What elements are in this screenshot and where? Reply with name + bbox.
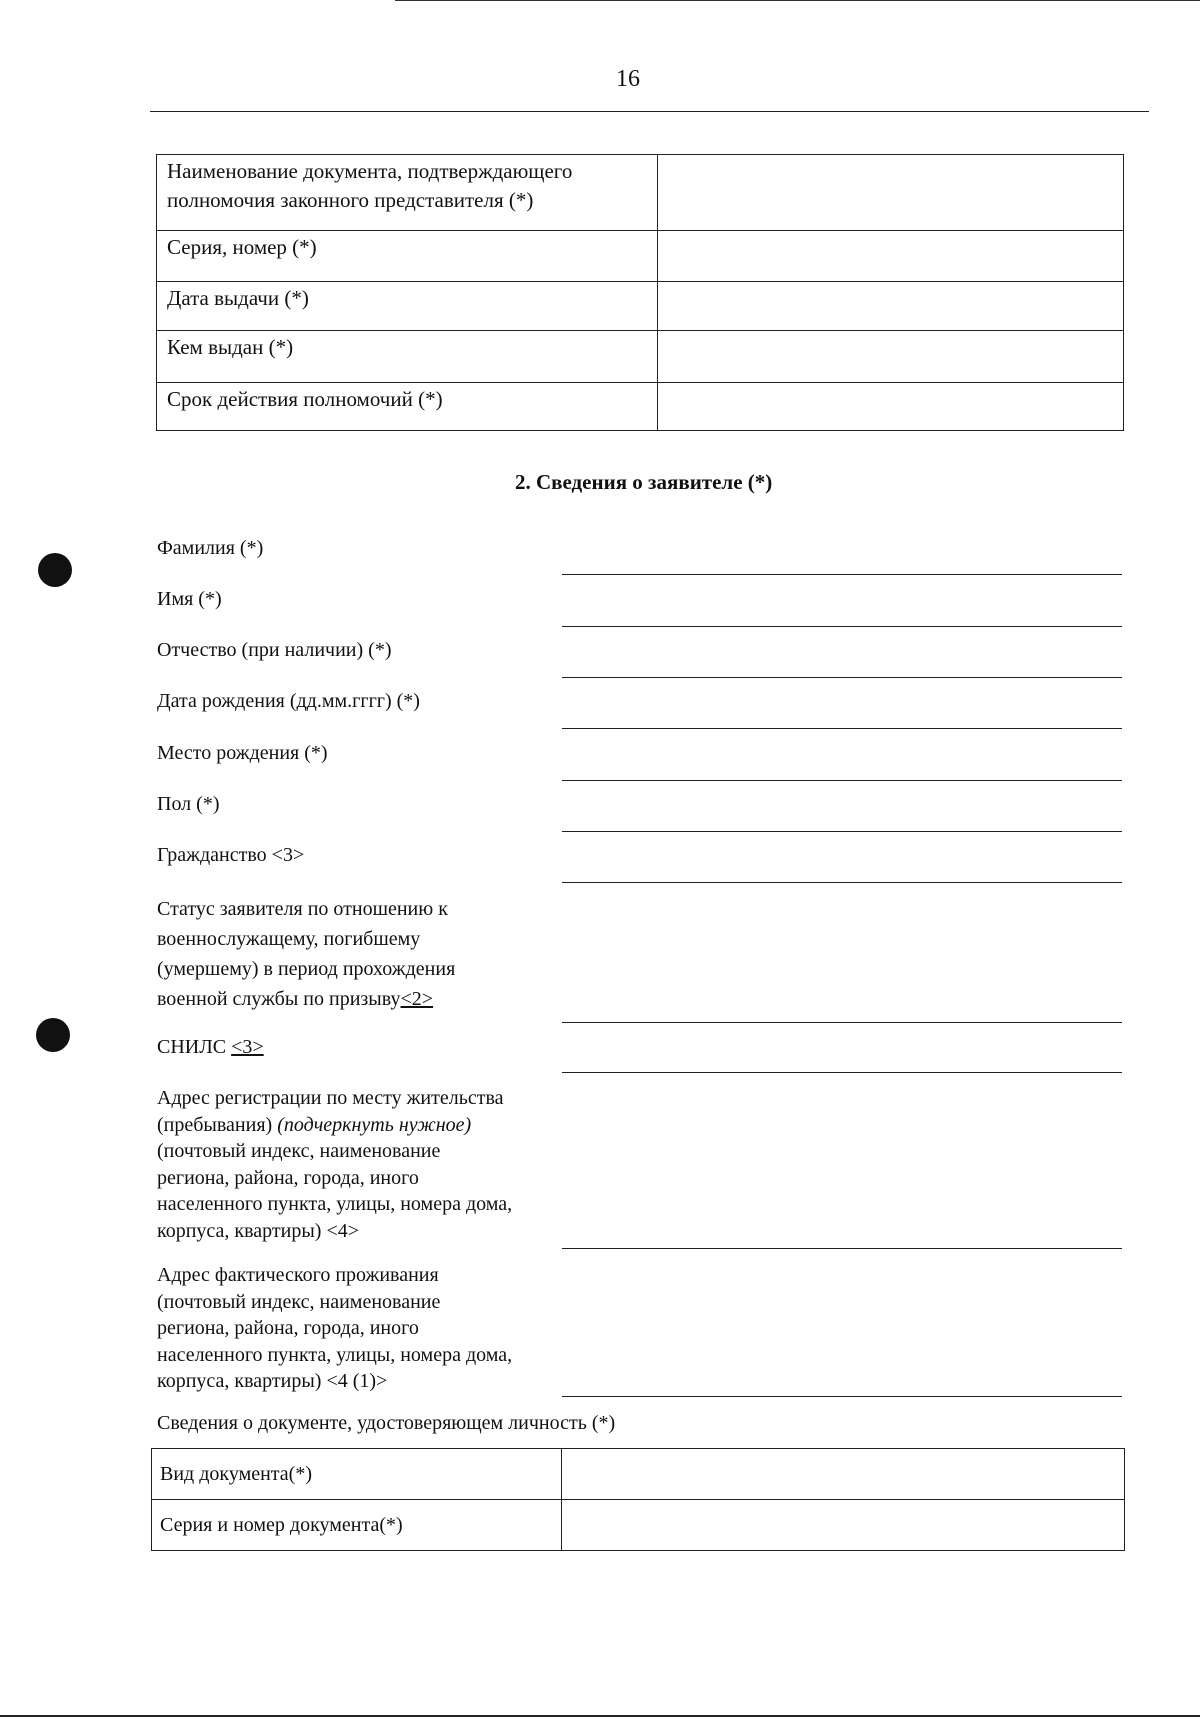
birth-place-label: Место рождения (*)	[157, 742, 328, 764]
address-line	[157, 1112, 512, 1139]
top-edge-line	[395, 0, 1200, 1]
identity-doc-title: Сведения о документе, удостоверяющем личность (*)	[157, 1412, 616, 1434]
patronymic-field[interactable]	[562, 677, 1122, 678]
surname-field[interactable]	[562, 574, 1122, 575]
table-row	[157, 383, 1124, 431]
status-line: военнослужащему, погибшему	[157, 928, 421, 950]
address-line: корпуса, квартиры) <4 (1)>	[157, 1370, 388, 1392]
citizenship-field[interactable]	[562, 882, 1122, 883]
punch-hole-mark	[38, 553, 72, 587]
row-label: Наименование документа, подтверждающего полномочия законного представителя (*)	[157, 155, 658, 231]
underline-instruction: (подчеркнуть нужное)	[277, 1113, 472, 1136]
section-title: 2. Сведения о заявителе (*)	[515, 470, 773, 494]
row-value-cell[interactable]	[658, 282, 1124, 331]
address-line: населенного пункта, улицы, номера дома,	[157, 1343, 513, 1366]
address-line: (почтовый индекс, наименование	[157, 1290, 441, 1313]
address-line: региона, района, города, иного	[157, 1166, 419, 1189]
punch-hole-mark	[36, 1018, 70, 1052]
table-row	[157, 282, 1124, 331]
table-row	[152, 1500, 1125, 1551]
status-line: Статус заявителя по отношению к	[157, 898, 448, 920]
birth-place-field[interactable]	[562, 780, 1122, 781]
actual-address-label	[157, 1262, 512, 1395]
representative-document-table	[156, 154, 1124, 431]
address-line: населенного пункта, улицы, номера дома,	[157, 1193, 513, 1215]
row-value-cell[interactable]	[562, 1449, 1125, 1500]
name-field[interactable]	[562, 626, 1122, 627]
bottom-edge-line	[0, 1715, 1200, 1717]
status-line	[157, 984, 455, 1014]
citizenship-label: Гражданство <3>	[157, 844, 305, 866]
applicant-status-field[interactable]	[562, 1022, 1122, 1023]
birth-date-field[interactable]	[562, 728, 1122, 729]
patronymic-label: Отчество (при наличии) (*)	[157, 639, 392, 661]
snils-field[interactable]	[562, 1072, 1122, 1073]
row-value-cell[interactable]	[658, 231, 1124, 282]
row-value-cell[interactable]	[562, 1500, 1125, 1551]
address-line: (почтовый индекс, наименование	[157, 1140, 441, 1162]
applicant-status-label	[157, 894, 455, 1014]
row-label: Серия, номер (*)	[157, 231, 658, 282]
name-label: Имя (*)	[157, 588, 222, 610]
address-text: (пребывания)	[157, 1113, 273, 1136]
table-row	[157, 155, 1124, 231]
address-line: Адрес фактического проживания	[157, 1264, 439, 1286]
table-row	[152, 1449, 1125, 1500]
address-line: региона, района, города, иного	[157, 1317, 419, 1339]
row-label: Серия и номер документа(*)	[152, 1500, 562, 1551]
sex-field[interactable]	[562, 831, 1122, 832]
footnote-ref: <3>	[231, 1036, 264, 1058]
row-value-cell[interactable]	[658, 383, 1124, 431]
header-rule	[150, 111, 1149, 112]
row-label: Вид документа(*)	[152, 1449, 562, 1500]
snils-text: СНИЛС	[157, 1036, 227, 1058]
footnote-ref: <2>	[400, 988, 434, 1010]
registration-address-label	[157, 1085, 512, 1244]
table-row	[157, 331, 1124, 383]
actual-address-field[interactable]	[562, 1396, 1122, 1397]
row-label: Срок действия полномочий (*)	[157, 383, 658, 431]
row-label: Кем выдан (*)	[157, 331, 658, 383]
row-value-cell[interactable]	[658, 155, 1124, 231]
status-line: (умершему) в период прохождения	[157, 958, 456, 980]
snils-label	[157, 1034, 264, 1061]
address-line: Адрес регистрации по месту жительства	[157, 1087, 504, 1109]
page-number: 16	[616, 66, 640, 92]
table-row	[157, 231, 1124, 282]
address-line: корпуса, квартиры) <4>	[157, 1219, 360, 1242]
registration-address-field[interactable]	[562, 1248, 1122, 1249]
surname-label: Фамилия (*)	[157, 537, 264, 559]
birth-date-label: Дата рождения (дд.мм.гггг) (*)	[157, 690, 420, 712]
status-line-text: военной службы по призыву	[157, 988, 401, 1010]
identity-document-table	[151, 1448, 1125, 1551]
sex-label: Пол (*)	[157, 793, 220, 815]
row-label: Дата выдачи (*)	[157, 282, 658, 331]
row-value-cell[interactable]	[658, 331, 1124, 383]
